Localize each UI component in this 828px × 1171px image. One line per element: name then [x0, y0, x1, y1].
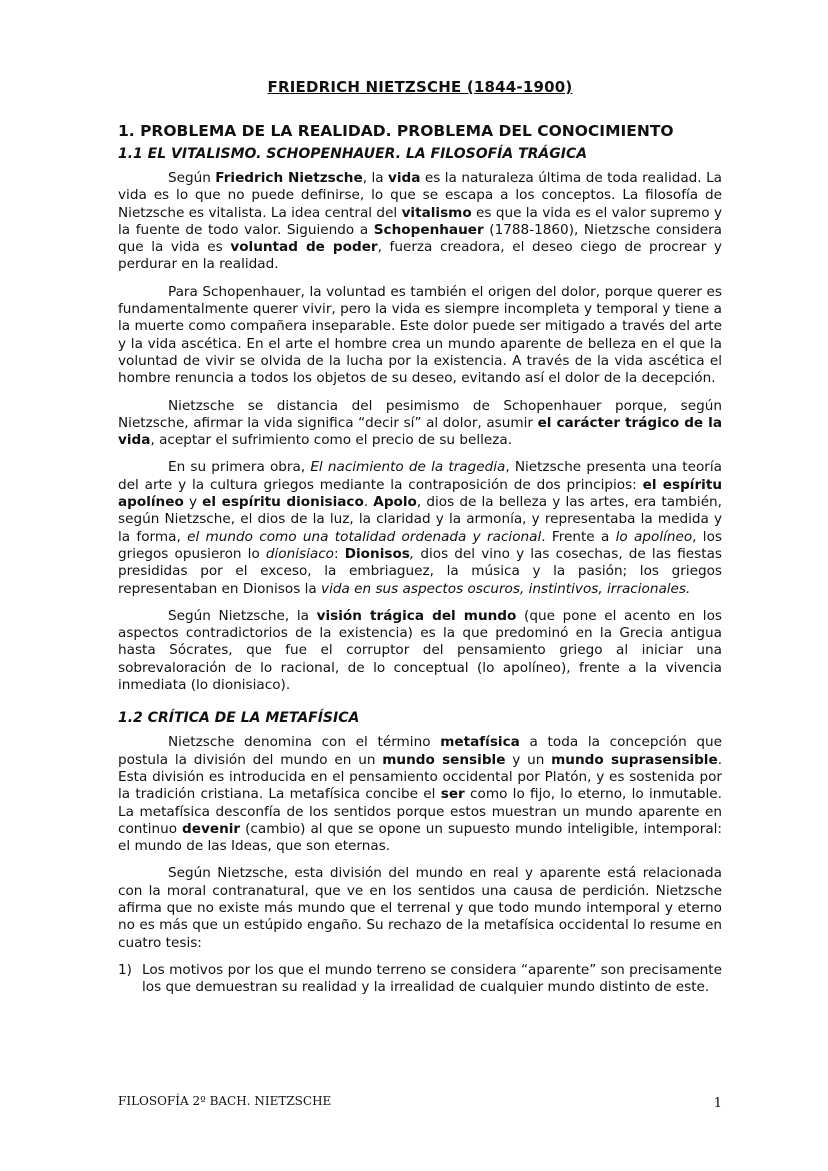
bold-text: metafísica — [440, 734, 520, 751]
text-run: Para Schopenhauer, la voluntad es también el origen del dolor, porque querer es fundamentalmente querer vivir, pero la vida es siempre incompleta y temporal y tiene a la muerte como compañera inseparable. Este dolor puede ser mitigado a través del arte y la vida ascética. En el arte el hombre crea un mundo aparente de belleza en el que la voluntad de vivir se olvida de la lucha por la existencia. A través de la vida ascética el hombre renuncia a todos los objetos de su deseo, evitando así el dolor de la decepción. — [118, 283, 722, 387]
italic-text: dionisiaco — [265, 545, 335, 562]
text-run: Según Nietzsche, esta división del mundo en real y aparente está relacionada con la moral contranatural, que ve en los sentidos una causa de perdición. Nietzsche afirma que no existe más mundo que el terrenal y que todo mundo intemporal y eterno no es más que un estúpido engaño. Su rechazo de la metafísica occidental lo resume en cuatro tesis: — [118, 865, 722, 951]
bold-text: ser — [440, 786, 465, 803]
subsection-heading-1-1: 1.1 EL VITALISMO. SCHOPENHAUER. LA FILOSOFÍA TRÁGICA — [118, 146, 588, 162]
italic-text: el mundo como una totalidad ordenada y racional — [187, 528, 542, 545]
text-run: Nietzsche se distancia del pesimismo de Schopenhauer porque, según Nietzsche, afirmar la vida significa “decir sí” al dolor, asumir — [118, 397, 722, 431]
text-run: (1788-1860), Nietzsche considera que la vida es — [118, 221, 722, 256]
paragraph-vitalismo — [118, 170, 722, 274]
bold-text: visión trágica del mundo — [316, 607, 517, 624]
text-run: . Esta división es introducida en el pensamiento occidental por Platón, y es sostenida por la tradición cristiana. La metafísica concibe el — [118, 751, 723, 803]
footer-label: FILOSOFÍA 2º BACH. NIETZSCHE — [118, 1094, 332, 1108]
document-title: FRIEDRICH NIETZSCHE (1844-1900) — [267, 78, 573, 96]
text-run: , Nietzsche presenta una teoría del arte y la cultura griegos mediante la contraposición de dos principios: — [118, 459, 722, 493]
text-run: , dios de la belleza y las artes, era también, según Nietzsche, el dios de la luz, la claridad y la armonía, y representaba la medida y la forma, — [118, 494, 722, 545]
tesis-list — [118, 962, 722, 997]
text-run: , la — [362, 170, 389, 186]
text-run: es que la vida es el valor supremo y la fuente de todo valor. Siguiendo a — [118, 204, 722, 238]
bold-text: el espíritu apolíneo — [118, 476, 722, 511]
text-run: Los motivos por los que el mundo terreno se considera “aparente” son precisamente los que demuestran su realidad y la irrealidad de cualquier mundo distinto de este. — [142, 961, 722, 996]
text-run: . Frente a — [541, 528, 616, 545]
text-run: En su primera obra, — [168, 459, 311, 476]
text-run: como lo fijo, lo eterno, lo inmutable. La metafísica desconfía de los sentidos porque estos muestran un mundo aparente en continuo — [118, 786, 722, 837]
bold-text: vida — [388, 170, 421, 186]
text-run: a toda la concepción que postula la división del mundo en un — [118, 734, 722, 768]
paragraph-schopenhauer-dolor — [118, 284, 722, 388]
list-item — [118, 962, 722, 997]
text-run: es la naturaleza última de toda realidad. La vida es lo que no puede definirse, lo que se escapa a los conceptos. La filosofía de Nietzsche es vitalista. La idea central del — [118, 170, 722, 221]
section-heading-1: 1. PROBLEMA DE LA REALIDAD. PROBLEMA DEL CONOCIMIENTO — [118, 122, 674, 140]
subsection-heading-1-2: 1.2 CRÍTICA DE LA METAFÍSICA — [118, 710, 360, 727]
document-body — [118, 78, 722, 996]
text-run: . — [363, 494, 374, 511]
bold-text: Apolo — [373, 494, 417, 511]
paragraph-nacimiento-tragedia — [118, 459, 722, 597]
text-run: , los griegos opusieron lo — [118, 528, 722, 562]
bold-text: voluntad de poder — [230, 239, 378, 256]
text-run: y un — [505, 751, 552, 768]
page-number: 1 — [713, 1096, 722, 1111]
text-run: : — [334, 545, 345, 562]
text-run: Nietzsche denomina con el término — [168, 734, 441, 751]
paragraph-metafisica — [118, 734, 722, 855]
bold-text: mundo sensible — [382, 751, 506, 768]
bold-text: Schopenhauer — [373, 221, 484, 238]
italic-text: vida en sus aspectos oscuros, instintivos, irracionales. — [321, 580, 691, 597]
paragraph-pesimismo — [118, 398, 722, 450]
paragraph-division-mundo — [118, 865, 722, 951]
text-run: Según Nietzsche, la — [168, 607, 317, 624]
list-item-text — [142, 962, 722, 995]
text-run: y — [183, 494, 203, 511]
bold-text: Dionisos — [344, 545, 410, 562]
text-run: , fuerza creadora, el deseo ciego de procrear y perdurar en la realidad. — [118, 239, 722, 273]
text-run: (que pone el acento en los aspectos contradictorios de la existencia) es la que predominó en la Grecia antigua hasta Sócrates, que fue el corruptor del pensamiento griego al iniciar una sobrevaloración de lo racional, de lo conceptual (lo apolíneo), frente a la vivencia inmediata (lo dionisiaco). — [118, 607, 722, 694]
bold-text: el carácter trágico de la vida — [118, 414, 722, 449]
paragraph-vision-tragica — [118, 608, 722, 694]
text-run: (cambio) al que se opone un supuesto mundo inteligible, intemporal: el mundo de las Ideas, que son eternas. — [118, 820, 723, 855]
bold-text: vitalismo — [401, 204, 472, 221]
bold-text: devenir — [182, 820, 241, 837]
list-item-number: 1) — [118, 961, 132, 978]
italic-text: , — [409, 545, 415, 562]
text-run: Según — [168, 170, 216, 186]
bold-text: Friedrich Nietzsche — [215, 170, 363, 186]
bold-text: el espíritu dionisiaco — [202, 494, 364, 511]
italic-text: lo apolíneo — [615, 528, 693, 545]
text-run: , aceptar el sufrimiento como el precio de su belleza. — [150, 432, 513, 449]
bold-text: mundo suprasensible — [551, 751, 718, 768]
italic-text: El nacimiento de la tragedia — [310, 459, 506, 476]
text-run: dios del vino y las cosechas, de las fiestas presididas por el exceso, la embriaguez, la música y la pasión; los griegos representaban en Dionisos la — [118, 545, 722, 597]
